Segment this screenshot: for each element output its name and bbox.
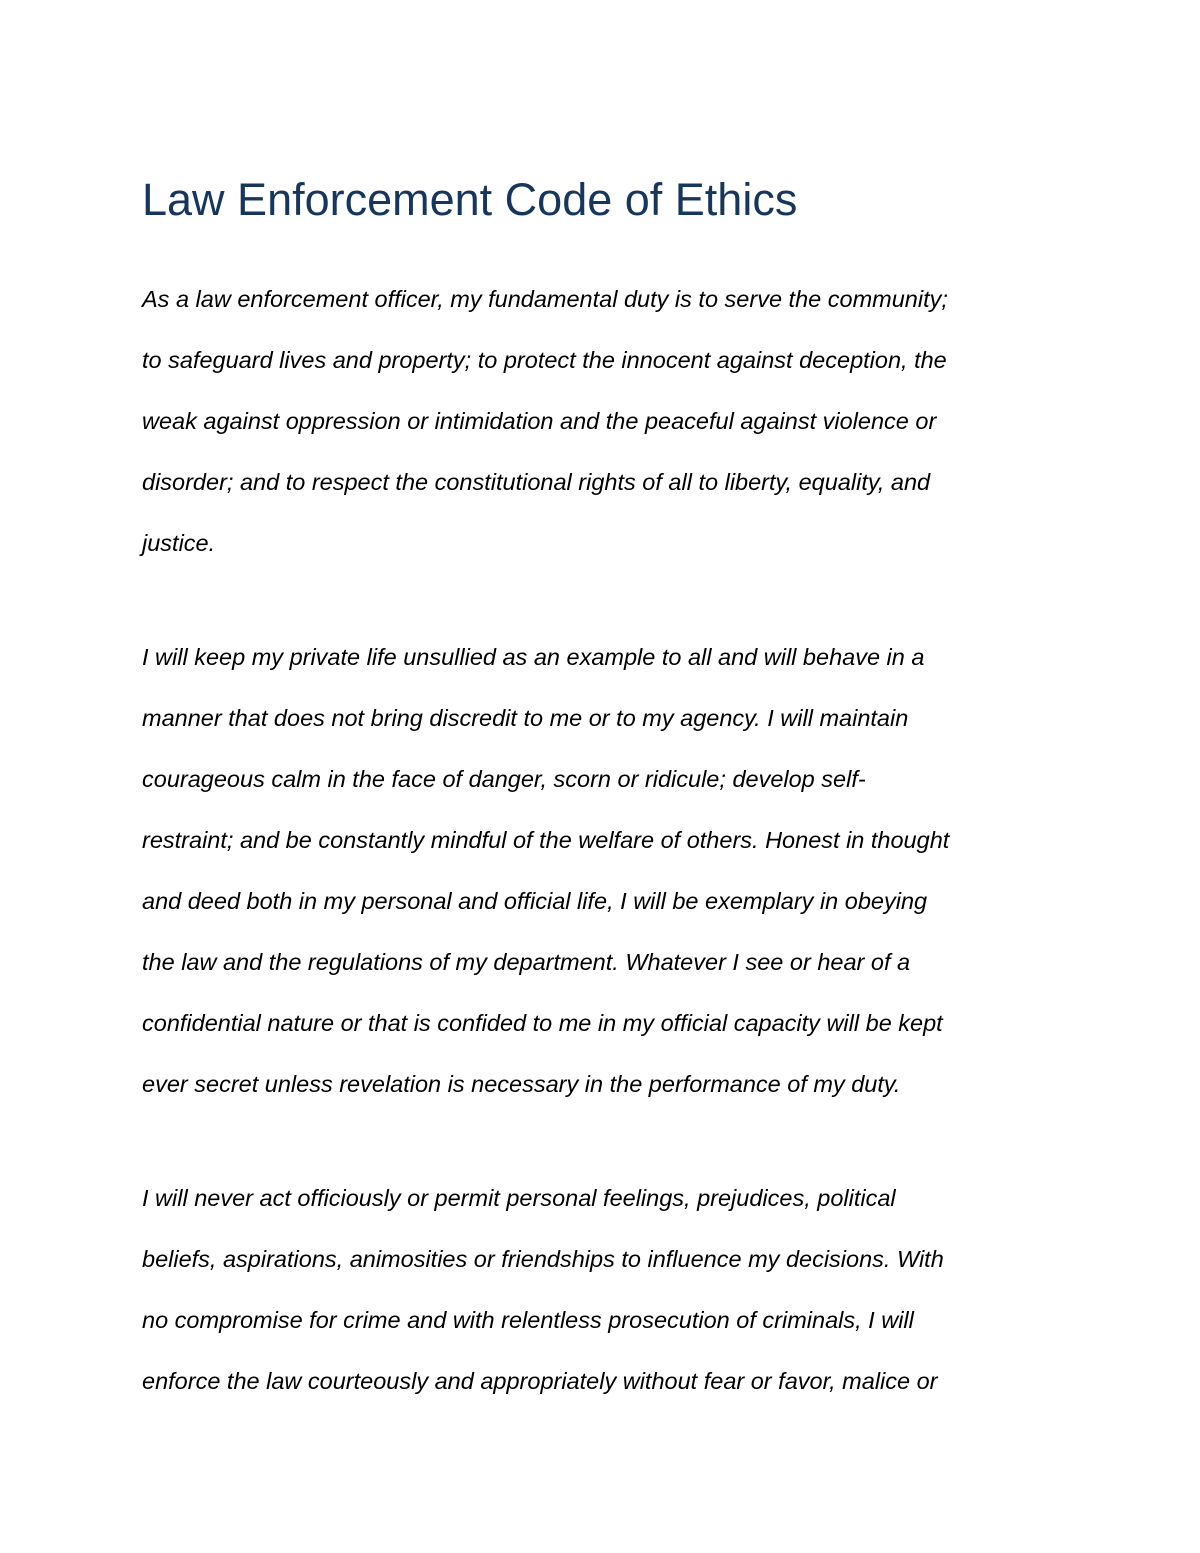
paragraph-line: to safeguard lives and property; to protect the innocent against deception, the <box>142 347 947 373</box>
paragraph-line: beliefs, aspirations, animosities or friendships to influence my decisions. With <box>142 1246 944 1272</box>
paragraph-line: no compromise for crime and with relentless prosecution of criminals, I will <box>142 1307 914 1333</box>
paragraph-line: the law and the regulations of my department. Whatever I see or hear of a <box>142 949 911 975</box>
document-title: Law Enforcement Code of Ethics <box>142 174 798 225</box>
paragraph-line: I will keep my private life unsullied as an example to all and will behave in a <box>142 644 925 670</box>
paragraph-line: restraint; and be constantly mindful of the welfare of others. Honest in thought <box>142 827 950 853</box>
paragraph-line: and deed both in my personal and official life, I will be exemplary in obeying <box>142 888 928 914</box>
paragraph-line: enforce the law courteously and appropriately without fear or favor, malice or <box>142 1368 938 1394</box>
paragraph-line: ever secret unless revelation is necessary in the performance of my duty. <box>142 1071 901 1097</box>
paragraph-line: courageous calm in the face of danger, scorn or ridicule; develop self- <box>142 766 866 792</box>
paragraph-line: As a law enforcement officer, my fundamental duty is to serve the community; <box>142 286 948 312</box>
paragraph-line: confidential nature or that is confided to me in my official capacity will be kept <box>142 1010 943 1036</box>
paragraph-line: manner that does not bring discredit to me or to my agency. I will maintain <box>142 705 909 731</box>
paragraph-line: I will never act officiously or permit personal feelings, prejudices, political <box>142 1185 896 1211</box>
paragraph-line: disorder; and to respect the constitutional rights of all to liberty, equality, and <box>142 469 931 495</box>
paragraph-line: weak against oppression or intimidation and the peaceful against violence or <box>142 408 937 434</box>
paragraph-line: justice. <box>142 530 216 556</box>
